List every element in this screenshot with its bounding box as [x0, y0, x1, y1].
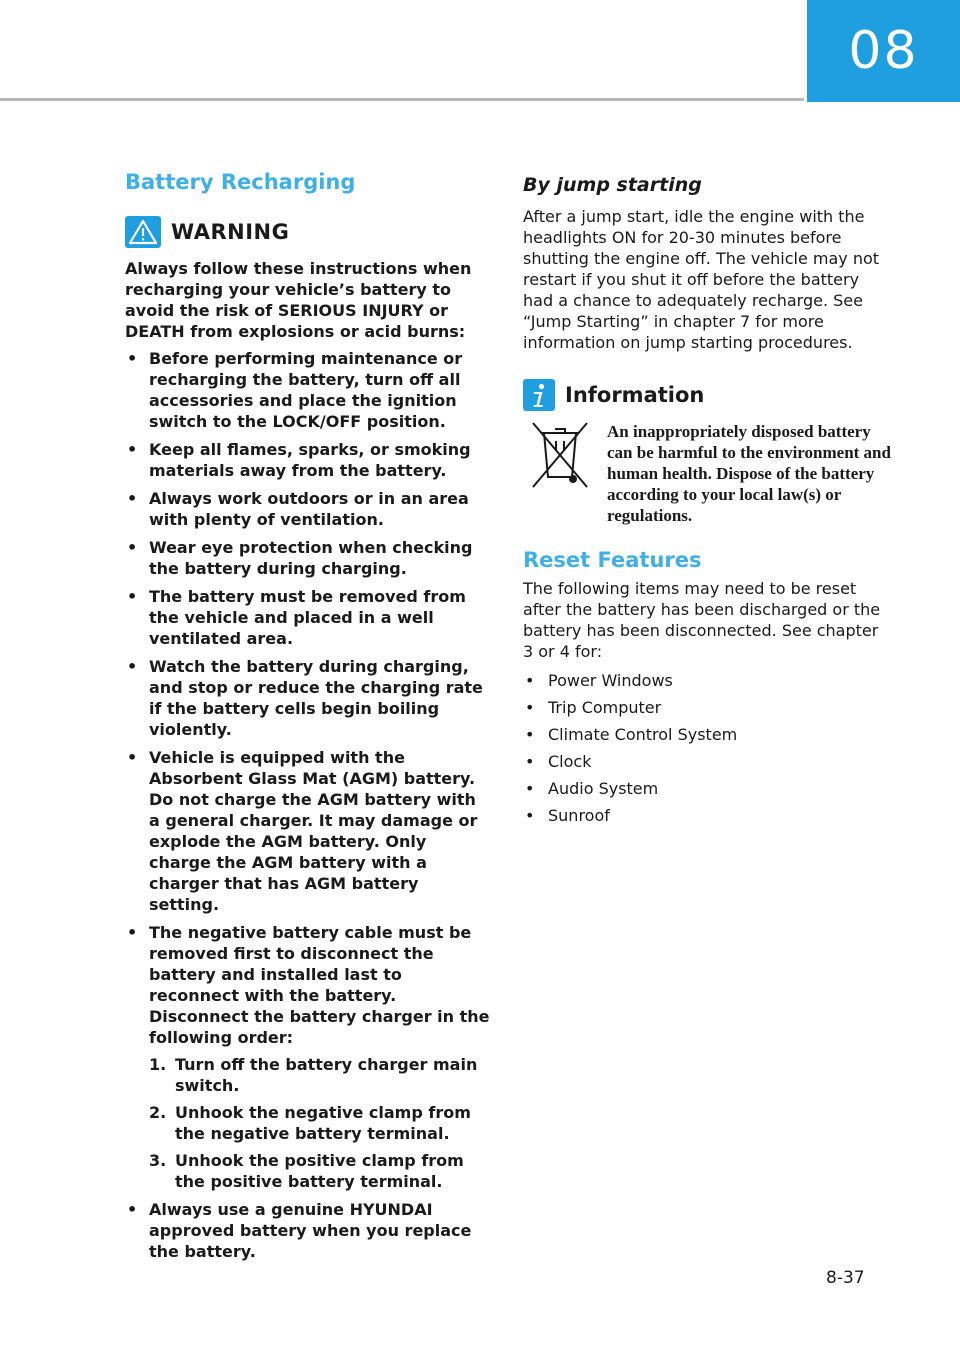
reset-list [523, 670, 893, 826]
list-item: • Audio System [525, 779, 659, 798]
warning-header [125, 216, 490, 248]
list-item: • Power Windows [525, 671, 673, 690]
list-item: • Trip Computer [525, 698, 662, 717]
information-header [523, 379, 893, 411]
left-column [125, 170, 490, 1269]
step-item: 3. Unhook the positive clamp from the positive battery terminal. [149, 1151, 464, 1191]
list-item: • Wear eye protection when checking the battery during charging. [127, 538, 473, 578]
section-title-reset-features: Reset Features [523, 548, 702, 572]
crossed-out-bin-icon [529, 421, 591, 493]
list-item: • Always work outdoors or in an area with plenty of ventilation. [127, 489, 469, 529]
list-item: • The negative battery cable must be removed first to disconnect the battery and installed last to reconnect with the battery. Disconnect the battery charger in the following order: 1. Turn off the battery charger main switch. 2. Unhook the negative clamp from the negative battery terminal. 3. Unhook the positive clamp from the positive battery terminal. [127, 923, 490, 1191]
list-item: • Watch the battery during charging, and stop or reduce the charging rate if the battery cells begin boiling violently. [127, 657, 483, 739]
list-item: • The battery must be removed from the vehicle and placed in a well ventilated area. [127, 587, 466, 648]
header-rule [0, 98, 804, 101]
jump-starting-title: By jump starting [523, 174, 702, 196]
list-item: • Sunroof [525, 806, 610, 825]
right-column [523, 170, 893, 832]
information-text: An inappropriately disposed battery can be harmful to the environment and human health. Dispose of the battery according to your local law(s) or regulations. [607, 422, 891, 525]
section-title-battery-recharging: Battery Recharging [125, 170, 356, 194]
info-icon [523, 379, 555, 411]
list-item: • Keep all flames, sparks, or smoking materials away from the battery. [127, 440, 471, 480]
list-item: • Always use a genuine HYUNDAI approved battery when you replace the battery. [127, 1200, 472, 1261]
jump-starting-text: After a jump start, idle the engine with the headlights ON for 20-30 minutes before shutting the engine off. The vehicle may not restart if you shut it off before the battery had a chance to adequately recharge. See “Jump Starting” in chapter 7 for more information on jump starting procedures. [523, 207, 880, 352]
list-item: • Clock [525, 752, 592, 771]
information-body [523, 421, 893, 526]
reset-intro: The following items may need to be reset after the battery has been discharged or the battery has been disconnected. See chapter 3 or 4 for: [523, 579, 881, 661]
step-item: 1. Turn off the battery charger main switch. [149, 1055, 478, 1095]
list-item: • Before performing maintenance or recharging the battery, turn off all accessories and place the ignition switch to the LOCK/OFF position. [127, 349, 463, 431]
chapter-tab: 08 [807, 0, 960, 102]
warning-triangle-icon [125, 216, 161, 248]
list-item: • Vehicle is equipped with the Absorbent Glass Mat (AGM) battery. Do not charge the AGM battery with a general charger. It may damage or explode the AGM battery. Only charge the AGM battery with a charger that has AGM battery setting. [127, 748, 478, 914]
disconnect-steps [149, 1054, 490, 1192]
page-number: 8-37 [826, 1268, 865, 1288]
step-item: 2. Unhook the negative clamp from the negative battery terminal. [149, 1103, 471, 1143]
information-title: Information [565, 383, 705, 407]
list-item: • Climate Control System [525, 725, 738, 744]
warning-list [125, 348, 490, 1262]
warning-title: WARNING [171, 220, 290, 244]
warning-intro: Always follow these instructions when recharging your vehicle’s battery to avoid the risk of SERIOUS INJURY or DEATH from explosions or acid burns: [125, 259, 472, 341]
